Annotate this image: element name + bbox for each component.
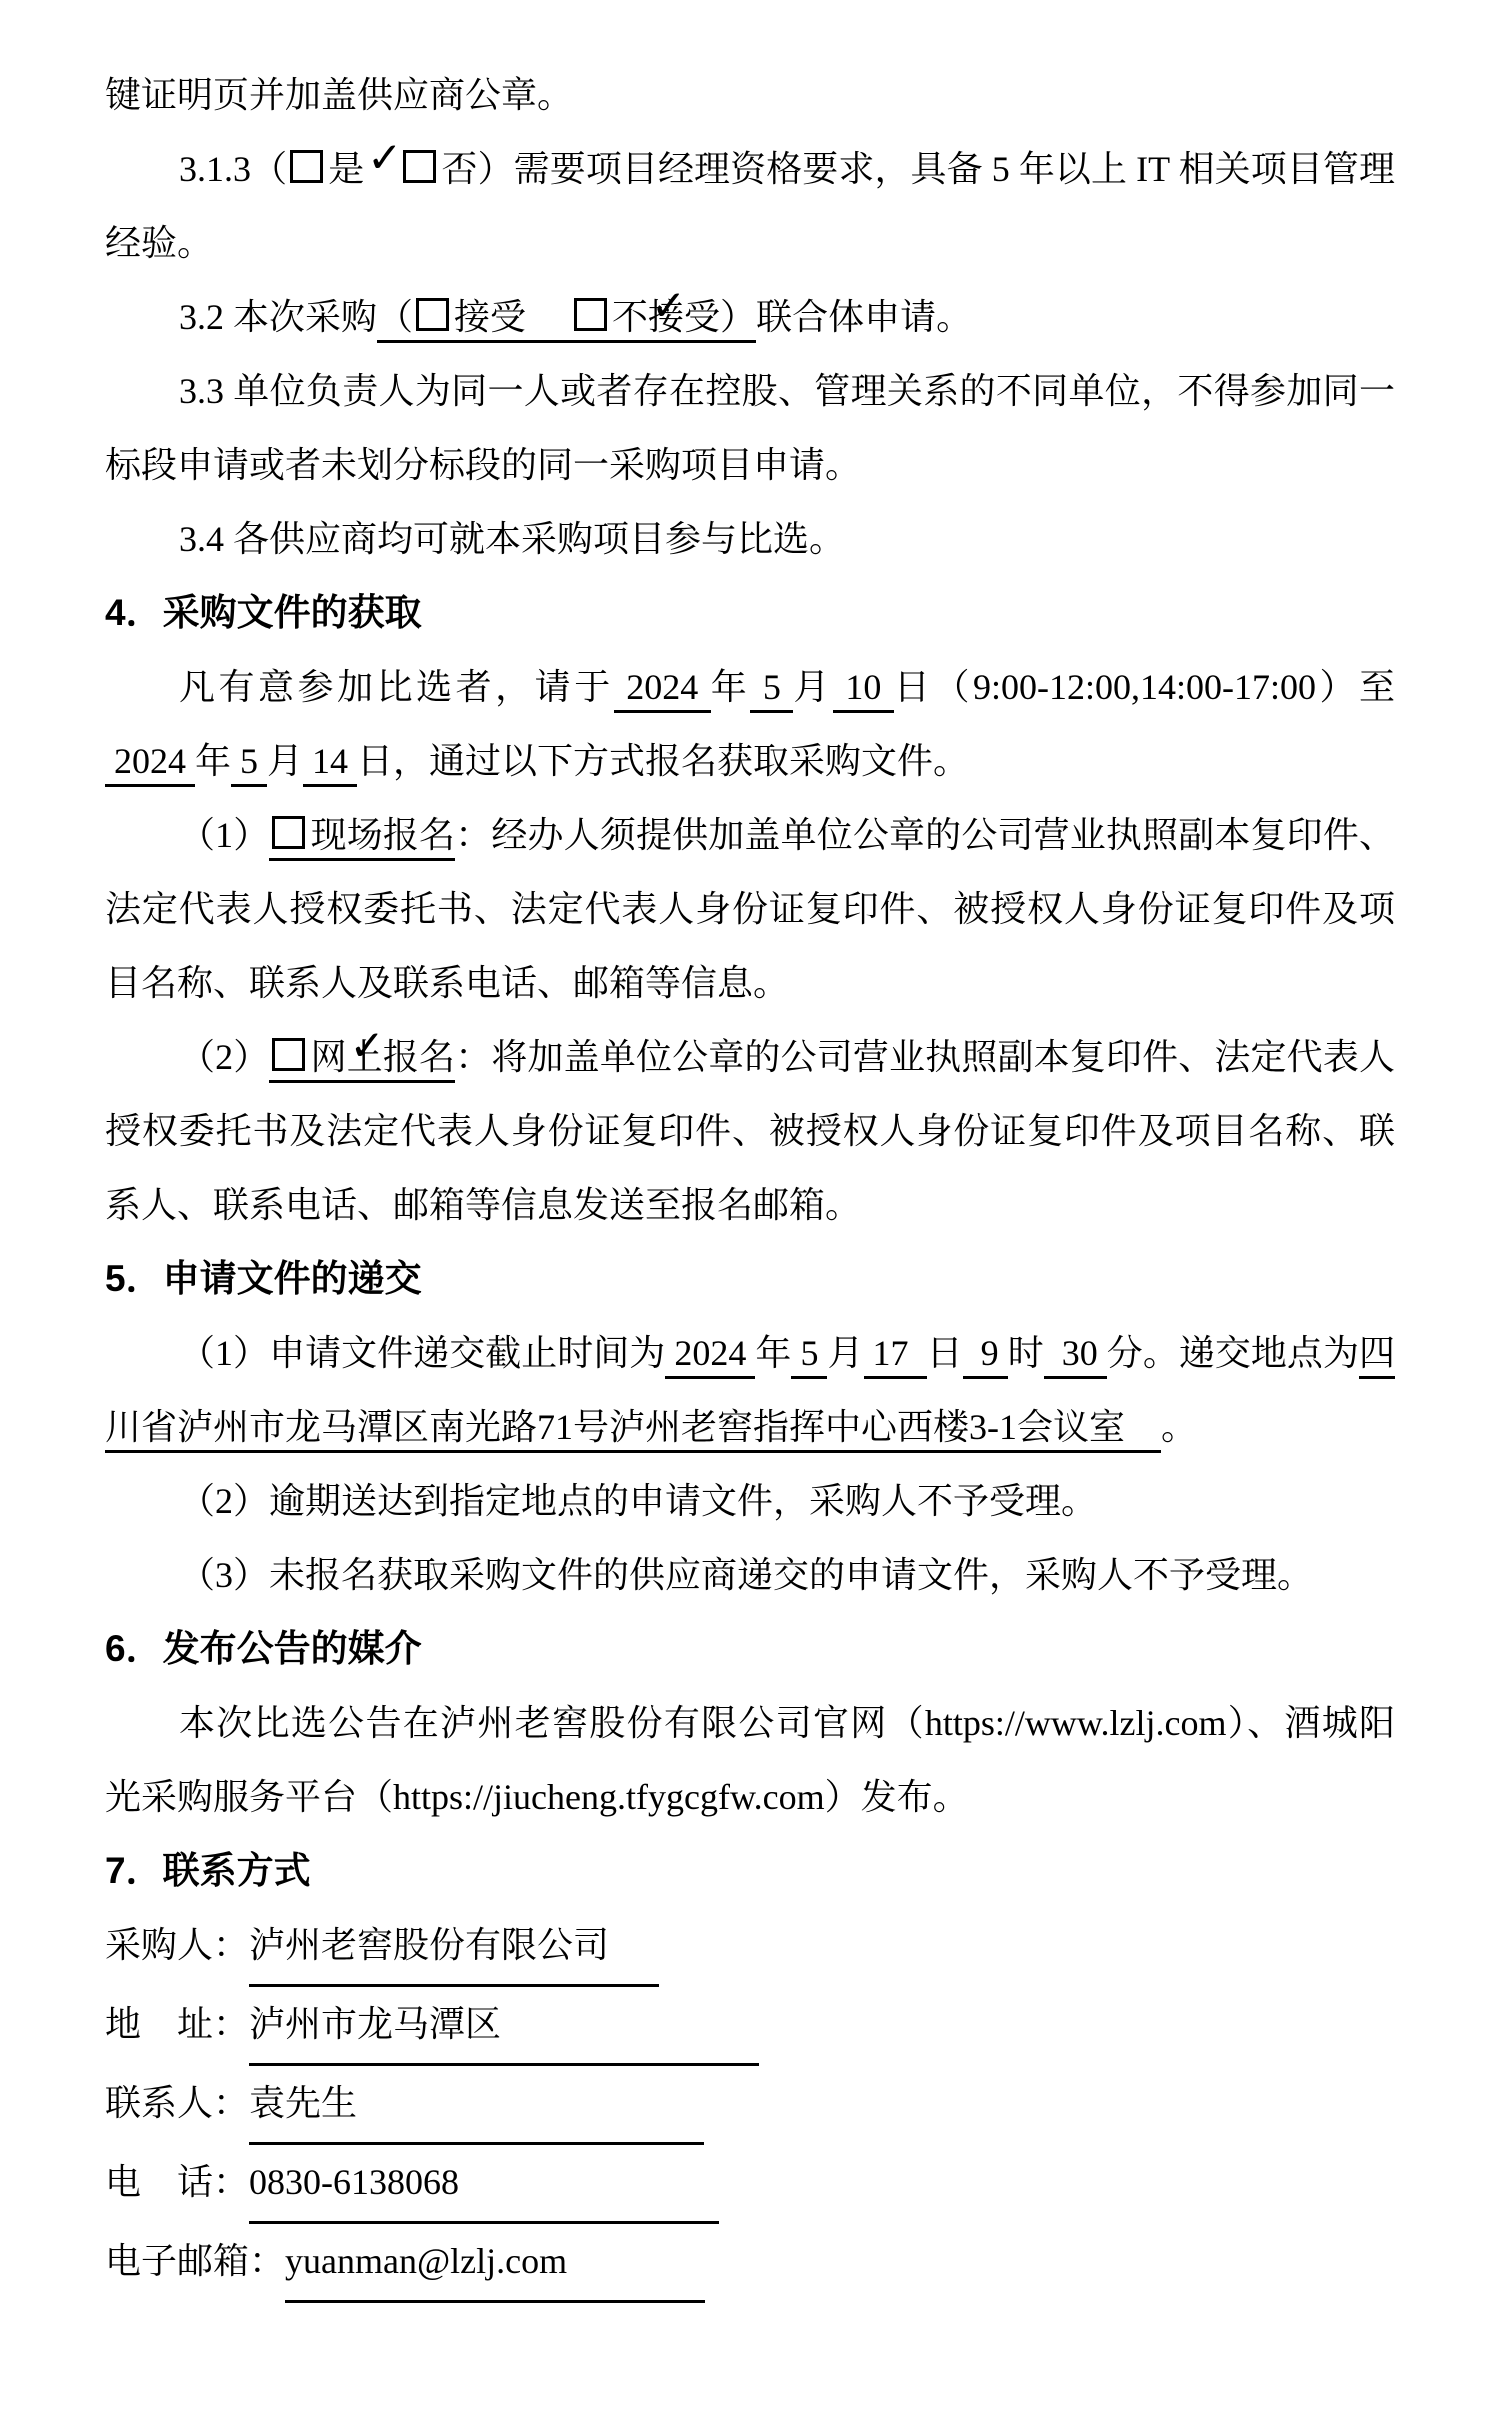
delivery-address-blank: 四川省泸州市龙马潭区南光路71号泸州老窖指挥中心西楼3-1会议室 bbox=[105, 1333, 1395, 1453]
section-5-paragraph-3 bbox=[105, 1538, 1395, 1612]
obtain-docs-pre: 凡有意参加比选者，请于 bbox=[179, 667, 614, 707]
clause-3-4-text: 3.4 各供应商均可就本采购项目参与比选。 bbox=[179, 519, 846, 559]
year-unit: 年 bbox=[755, 1333, 792, 1373]
contact-person-label: 联系人： bbox=[105, 2083, 250, 2123]
intro-tail-text: 键证明页并加盖供应商公章。 bbox=[105, 75, 574, 115]
section-heading-7-text: 7．联系方式 bbox=[105, 1850, 311, 1891]
checkbox-unchecked-icon bbox=[272, 816, 305, 849]
section-heading-6 bbox=[105, 1612, 1395, 1686]
checkbox-unchecked-icon bbox=[403, 150, 436, 183]
onsite-registration-label: 现场报名 bbox=[310, 815, 456, 855]
obtain-docs-tail: 日，通过以下方式报名获取采购文件。 bbox=[357, 741, 970, 781]
month-unit: 月 bbox=[793, 667, 833, 707]
clause-3-2-tail: 联合体申请。 bbox=[756, 297, 973, 337]
online-registration-text: ：将加盖单位公章的公司营业执照副本复印件、法定代表人授权委托书及法定代表人身份证复印件、被授权人身份证复印件及项目名称、联系人、联系电话、邮箱等信息发送至报名邮箱。 bbox=[105, 1037, 1395, 1225]
checkbox-checked-icon bbox=[272, 1038, 305, 1071]
online-registration-blank bbox=[269, 1037, 455, 1083]
consortium-blank bbox=[377, 297, 756, 343]
day-blank: 10 bbox=[833, 667, 894, 713]
section-5-paragraph-2 bbox=[105, 1464, 1395, 1538]
section-6-paragraph-1 bbox=[105, 1686, 1395, 1834]
intro-tail-line bbox=[105, 58, 1395, 132]
clause-3-3 bbox=[105, 354, 1395, 502]
clause-3-1-3-pre: 3.1.3（ bbox=[179, 149, 288, 189]
month-blank: 5 bbox=[791, 1333, 827, 1379]
section-heading-4 bbox=[105, 576, 1395, 650]
section-heading-5-text: 5．申请文件的递交 bbox=[105, 1258, 422, 1299]
purchaser-row bbox=[105, 1908, 1395, 1987]
phone-label: 电 话： bbox=[105, 2162, 250, 2202]
section-5-paragraph-1 bbox=[105, 1316, 1395, 1464]
email-row bbox=[105, 2224, 1395, 2303]
clause-3-2 bbox=[105, 280, 1395, 354]
hour-blank: 9 bbox=[963, 1333, 1008, 1379]
day-blank: 17 bbox=[864, 1333, 927, 1379]
late-delivery-text: （2）逾期送达到指定地点的申请文件，采购人不予受理。 bbox=[179, 1481, 1098, 1521]
onsite-registration-text: ：经办人须提供加盖单位公章的公司营业执照副本复印件、法定代表人授权委托书、法定代表人身份证复印件、被授权人身份证复印件及项目名称、联系人及联系电话、邮箱等信息。 bbox=[105, 815, 1395, 1003]
checkbox-unchecked-icon bbox=[416, 298, 449, 331]
clause-3-2-pre: 3.2 本次采购 bbox=[179, 297, 378, 337]
clause-3-1-3 bbox=[105, 132, 1395, 280]
year-unit: 年 bbox=[195, 741, 232, 781]
registration-option-2 bbox=[105, 1020, 1395, 1242]
month-blank: 5 bbox=[231, 741, 267, 787]
registration-option-1 bbox=[105, 798, 1395, 1020]
month-blank: 5 bbox=[750, 667, 793, 713]
email-value: yuanman@lzlj.com bbox=[285, 2224, 705, 2303]
phone-row bbox=[105, 2145, 1395, 2224]
section-heading-6-text: 6．发布公告的媒介 bbox=[105, 1628, 422, 1669]
section-heading-7 bbox=[105, 1834, 1395, 1908]
section-heading-5 bbox=[105, 1242, 1395, 1316]
year-unit: 年 bbox=[710, 667, 751, 707]
delivery-place-pre: 分。递交地点为 bbox=[1106, 1333, 1359, 1373]
purchaser-value: 泸州老窖股份有限公司 bbox=[249, 1908, 659, 1987]
online-registration-label: 网上报名 bbox=[310, 1037, 456, 1077]
year-blank: 2024 bbox=[614, 667, 711, 713]
no-option-and-clause-text: 否）需要项目经理资格要求，具备 5 年以上 IT 相关项目管理经验。 bbox=[105, 149, 1395, 263]
deadline-pre: （1）申请文件递交截止时间为 bbox=[179, 1333, 666, 1373]
contact-person-row bbox=[105, 2066, 1395, 2145]
checkbox-checked-icon bbox=[290, 150, 323, 183]
address-label: 地 址： bbox=[105, 2004, 250, 2044]
email-label: 电子邮箱： bbox=[105, 2241, 286, 2281]
reject-option-label: 不接受） bbox=[612, 297, 757, 337]
time-window-text: 日（9:00-12:00,14:00-17:00）至 bbox=[893, 667, 1395, 707]
month-unit: 月 bbox=[827, 1333, 864, 1373]
contact-person-value: 袁先生 bbox=[249, 2066, 704, 2145]
hour-unit: 时 bbox=[1007, 1333, 1044, 1373]
item-number: （2） bbox=[179, 1037, 270, 1077]
contact-block bbox=[105, 1908, 1395, 2303]
section-heading-4-text: 4．采购文件的获取 bbox=[105, 592, 422, 633]
section-4-paragraph-1 bbox=[105, 650, 1395, 798]
day-blank: 14 bbox=[303, 741, 357, 787]
phone-value: 0830-6138068 bbox=[249, 2145, 719, 2224]
year-blank: 2024 bbox=[105, 741, 195, 787]
clause-3-4 bbox=[105, 502, 1395, 576]
address-value: 泸州市龙马潭区 bbox=[249, 1987, 759, 2066]
unregistered-supplier-text: （3）未报名获取采购文件的供应商递交的申请文件，采购人不予受理。 bbox=[179, 1555, 1314, 1595]
minute-blank: 30 bbox=[1044, 1333, 1107, 1379]
yes-option-label: 是 bbox=[328, 149, 401, 189]
open-paren: （ bbox=[377, 297, 414, 337]
checkbox-checked-icon bbox=[574, 298, 607, 331]
month-unit: 月 bbox=[267, 741, 304, 781]
onsite-registration-blank bbox=[269, 815, 455, 861]
day-unit: 日 bbox=[926, 1333, 963, 1373]
year-blank: 2024 bbox=[665, 1333, 755, 1379]
sentence-period: 。 bbox=[1161, 1407, 1198, 1447]
announcement-media-text: 本次比选公告在泸州老窖股份有限公司官网（https://www.lzlj.com）、酒城阳光采购服务平台（https://jiucheng.tfygcgfw.com）发布。 bbox=[105, 1703, 1395, 1817]
clause-3-3-text: 3.3 单位负责人为同一人或者存在控股、管理关系的不同单位，不得参加同一标段申请或者未划分标段的同一采购项目申请。 bbox=[105, 371, 1395, 485]
address-row bbox=[105, 1987, 1395, 2066]
accept-option-label: 接受 bbox=[454, 297, 572, 337]
purchaser-label: 采购人： bbox=[105, 1925, 250, 1965]
item-number: （1） bbox=[179, 815, 270, 855]
